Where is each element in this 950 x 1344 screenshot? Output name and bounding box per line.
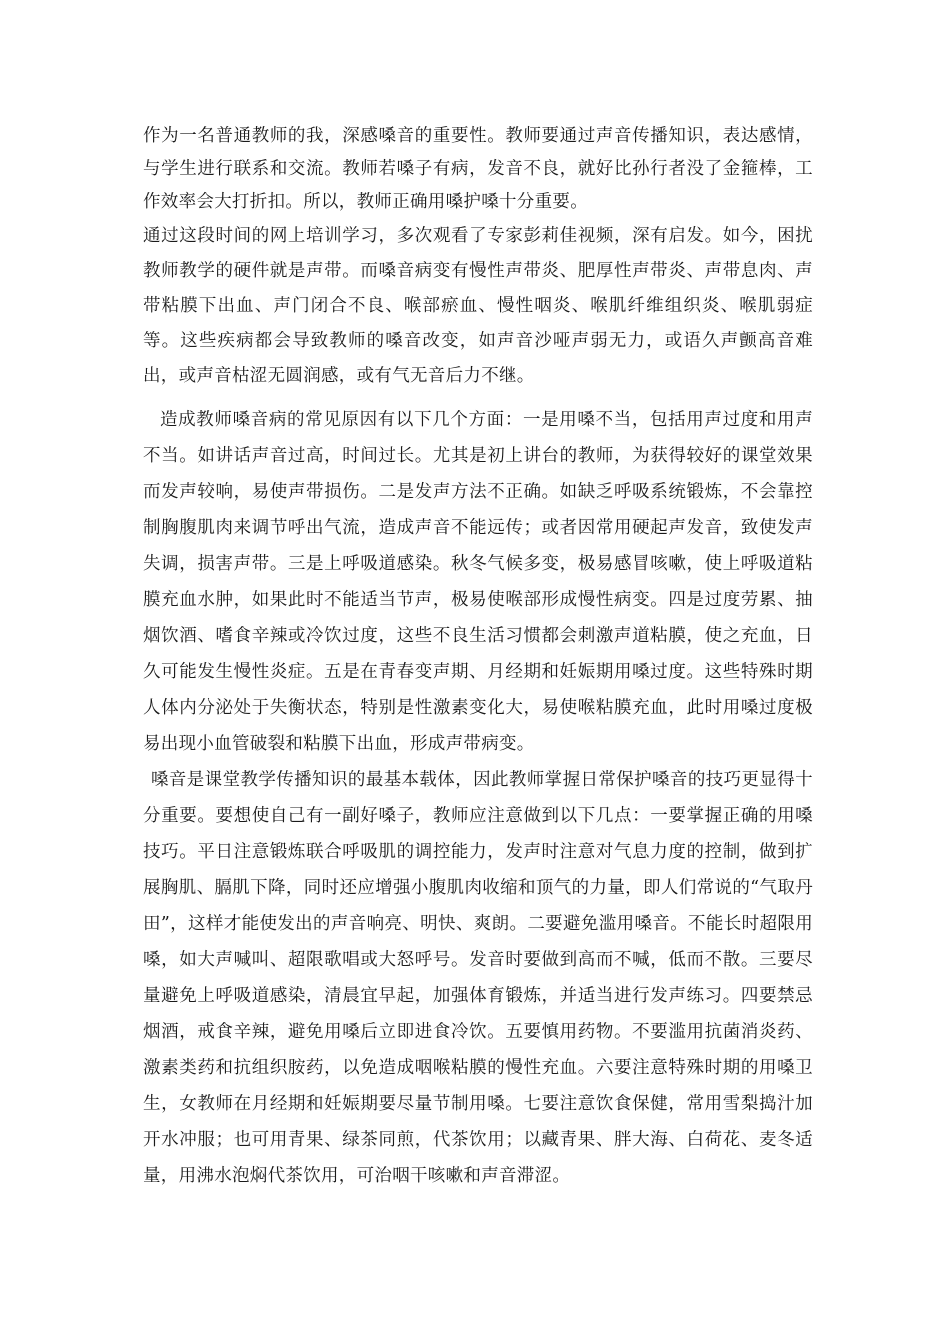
paragraph-intro: 作为一名普通教师的我，深感嗓音的重要性。教师要通过声音传播知识，表达感情，与学生进行联系和交流。教师若嗓子有病，发音不良，就好比孙行者没了金箍棒，工作效率会大打折扣。所以，教师正确用嗓护嗓十分重要。 — [143, 126, 813, 212]
document-body — [143, 120, 813, 1194]
paragraph-vocal-diseases: 通过这段时间的网上培训学习，多次观看了专家彭莉佳视频，深有启发。如今，困扰教师教学的硬件就是声带。而嗓音病变有慢性声带炎、肥厚性声带炎、声带息肉、声带粘膜下出血、声门闭合不良、喉部瘀血、慢性咽炎、喉肌纤维组织炎、喉肌弱症等。这些疾病都会导致教师的嗓音改变，如声音沙哑声弱无力，或语久声颤高音难出，或声音枯涩无圆润感，或有气无音后力不继。 — [143, 226, 813, 386]
paragraph-protection-tips: 嗓音是课堂教学传播知识的最基本载体，因此教师掌握日常保护嗓音的技巧更显得十分重要。要想使自己有一副好嗓子，教师应注意做到以下几点：一要掌握正确的用嗓技巧。平日注意锻炼联合呼吸肌的调控能力，发声时注意对气息力度的控制，做到扩展胸肌、膈肌下降，同时还应增强小腹肌肉收缩和顶气的力量，即人们常说的“气取丹田”，这样才能使发出的声音响亮、明快、爽朗。二要避免滥用嗓音。不能长时超限用嗓，如大声喊叫、超限歌唱或大怒呼号。发音时要做到高而不喊，低而不散。三要尽量避免上呼吸道感染，清晨宜早起，加强体育锻炼，并适当进行发声练习。四要禁忌烟酒，戒食辛辣，避免用嗓后立即进食冷饮。五要慎用药物。不要滥用抗菌消炎药、激素类药和抗组织胺药，以免造成咽喉粘膜的慢性充血。六要注意特殊时期的用嗓卫生，女教师在月经期和妊娠期要尽量节制用嗓。七要注意饮食保健，常用雪梨捣汁加开水冲服；也可用青果、绿茶同煎，代茶饮用；以藏青果、胖大海、白荷花、麦冬适量，用沸水泡焖代茶饮用，可治咽干咳嗽和声音滞涩。 — [143, 770, 813, 1186]
paragraph-causes: 造成教师嗓音病的常见原因有以下几个方面：一是用嗓不当，包括用声过度和用声不当。如讲话声音过高，时间过长。尤其是初上讲台的教师，为获得较好的课堂效果而发声较响，易使声带损伤。二是发声方法不正确。如缺乏呼吸系统锻炼，不会靠控制胸腹肌肉来调节呼出气流，造成声音不能远传；或者因常用硬起声发音，致使发声失调，损害声带。三是上呼吸道感染。秋冬气候多变，极易感冒咳嗽，使上呼吸道粘膜充血水肿，如果此时不能适当节声，极易使喉部形成慢性病变。四是过度劳累、抽烟饮酒、嗜食辛辣或冷饮过度，这些不良生活习惯都会刺激声道粘膜，使之充血，日久可能发生慢性炎症。五是在青春变声期、月经期和妊娠期用嗓过度。这些特殊时期人体内分泌处于失衡状态，特别是性激素变化大，易使喉粘膜充血，此时用嗓过度极易出现小血管破裂和粘膜下出血，形成声带病变。 — [143, 410, 813, 754]
